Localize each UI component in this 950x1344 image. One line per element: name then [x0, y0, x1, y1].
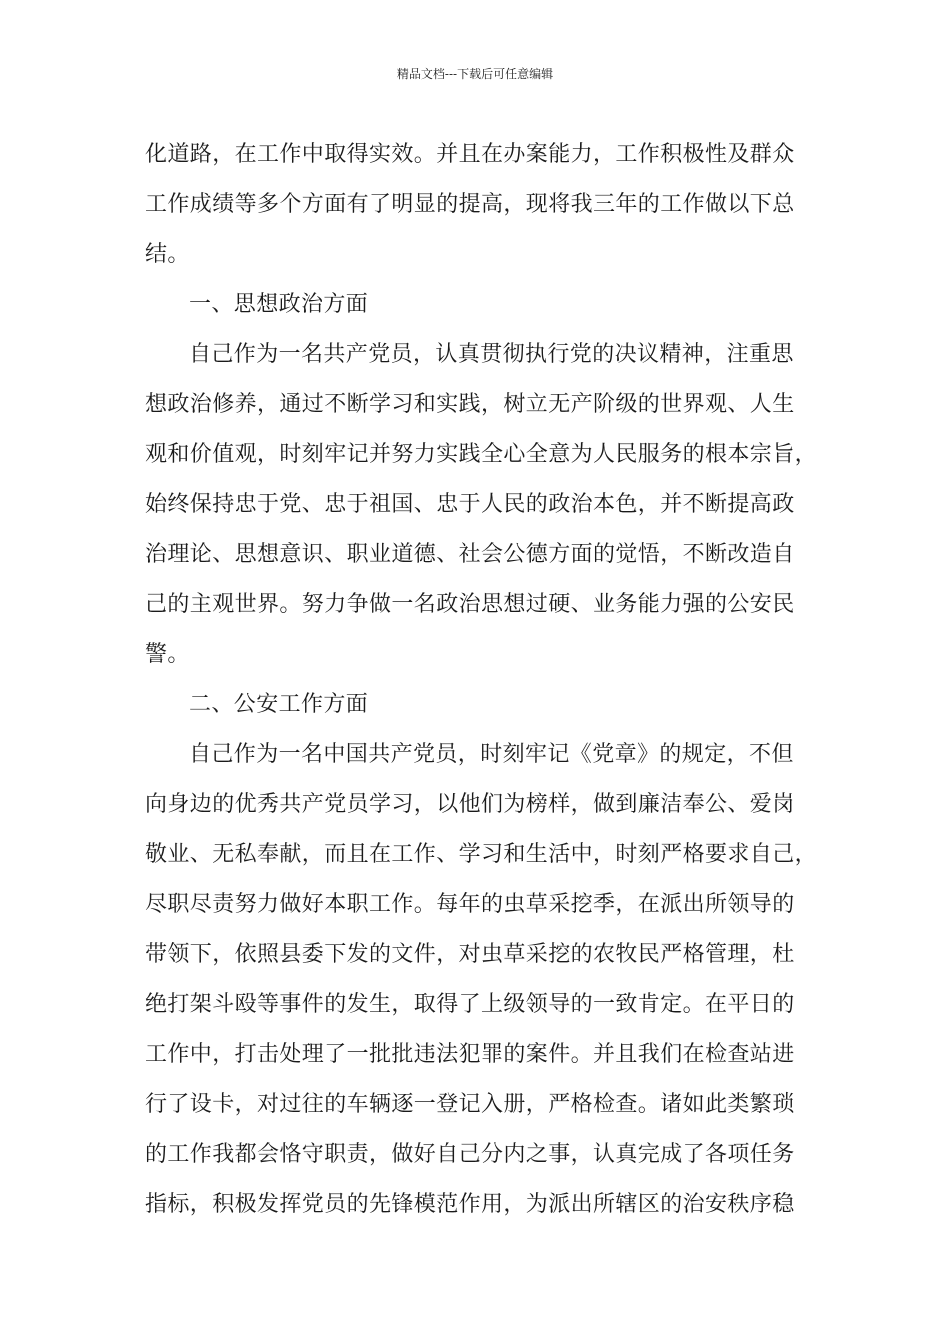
section-heading: 一、思想政治方面 — [189, 292, 369, 317]
text-line: 敬业、无私奉献，而且在工作、学习和生活中，时刻严格要求自己， — [145, 842, 818, 867]
text-line: 自己作为一名共产党员，认真贯彻执行党的决议精神，注重思 — [189, 342, 794, 367]
text-line: 警。 — [145, 642, 190, 667]
text-line: 结。 — [145, 242, 190, 267]
text-line: 工作成绩等多个方面有了明显的提高，现将我三年的工作做以下总 — [145, 192, 795, 217]
text-line: 工作中，打击处理了一批批违法犯罪的案件。并且我们在检查站进 — [145, 1042, 795, 1067]
text-line: 的工作我都会恪守职责，做好自己分内之事，认真完成了各项任务 — [145, 1142, 795, 1167]
text-line: 自己作为一名中国共产党员，时刻牢记《党章》的规定，不但 — [189, 742, 794, 767]
text-line: 带领下，依照县委下发的文件，对虫草采挖的农牧民严格管理，杜 — [145, 942, 795, 967]
text-line: 己的主观世界。努力争做一名政治思想过硬、业务能力强的公安民 — [145, 592, 795, 617]
text-line: 想政治修养，通过不断学习和实践，树立无产阶级的世界观、人生 — [145, 392, 795, 417]
page-header: 精品文档---下载后可任意编辑 — [396, 67, 554, 81]
text-line: 绝打架斗殴等事件的发生，取得了上级领导的一致肯定。在平日的 — [145, 992, 795, 1017]
text-line: 向身边的优秀共产党员学习，以他们为榜样，做到廉洁奉公、爱岗 — [145, 792, 795, 817]
text-line: 始终保持忠于党、忠于祖国、忠于人民的政治本色，并不断提高政 — [145, 492, 795, 517]
text-line: 指标，积极发挥党员的先锋模范作用，为派出所辖区的治安秩序稳 — [145, 1192, 795, 1217]
text-line: 观和价值观，时刻牢记并努力实践全心全意为人民服务的根本宗旨， — [145, 442, 818, 467]
text-line: 治理论、思想意识、职业道德、社会公德方面的觉悟，不断改造自 — [145, 542, 795, 567]
text-line: 行了设卡，对过往的车辆逐一登记入册，严格检查。诸如此类繁琐 — [145, 1092, 795, 1117]
section-heading: 二、公安工作方面 — [189, 692, 369, 717]
document-body — [145, 130, 818, 1230]
text-line: 化道路，在工作中取得实效。并且在办案能力，工作积极性及群众 — [145, 142, 795, 167]
text-line: 尽职尽责努力做好本职工作。每年的虫草采挖季，在派出所领导的 — [145, 892, 795, 917]
